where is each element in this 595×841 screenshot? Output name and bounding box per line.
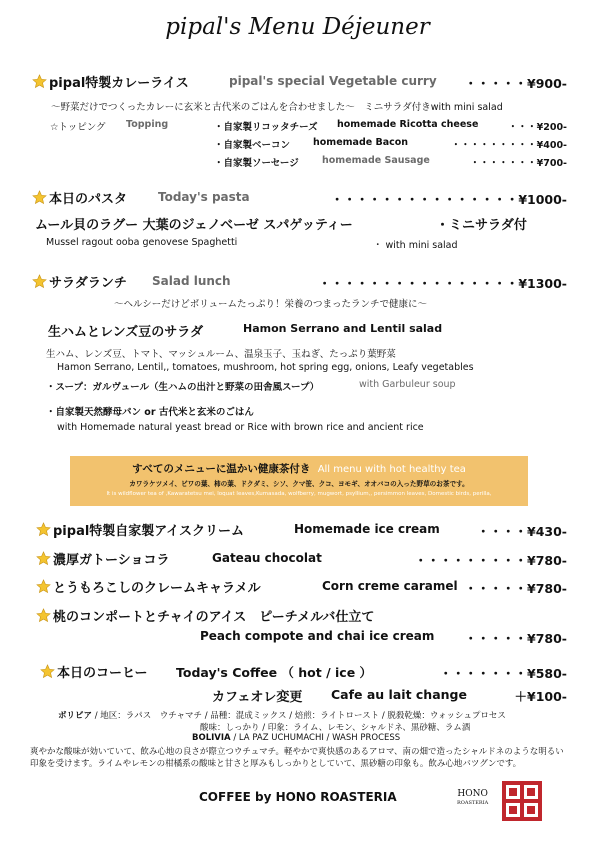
coffee-price: ・・・・・・・¥580- — [439, 666, 567, 681]
dessert-2-heading — [36, 549, 169, 568]
star-icon — [32, 74, 47, 89]
coffee-details-jp: / 地区：ラパス ウチャマチ / 品種：混成ミックス / 焙煎：ライトロースト / 脱殺乾燥：ウォッシュプロセス — [94, 711, 506, 721]
topping-2-en: homemade Bacon — [313, 137, 409, 148]
dessert-4-price: ・・・・・¥780- — [464, 631, 567, 646]
coffee-heading — [40, 662, 147, 681]
topping-1-jp: ・自家製リコッタチーズ — [214, 122, 318, 133]
dessert-1-en: Homemade ice cream — [294, 522, 440, 536]
salad-bread-en: with Homemade natural yeast bread or Rice with brown rice and ancient rice — [57, 422, 424, 433]
logo-line-1: HONO — [457, 789, 488, 799]
coffee-origin-en: BOLIVIA — [192, 733, 231, 743]
curry-name-en: pipal's special Vegetable curry — [229, 74, 437, 88]
star-icon — [32, 190, 47, 205]
salad-dish-en: Hamon Serrano and Lentil salad — [243, 322, 443, 335]
curry-price: ・・・・・¥900- — [464, 76, 567, 91]
curry-name-jp: pipal特製カレーライス — [49, 76, 189, 91]
dessert-2-jp: 濃厚ガトーショコラ — [53, 553, 170, 568]
salad-soup-en: with Garbuleur soup — [359, 379, 456, 390]
coffee-details-en: / LA PAZ UCHUMACHI / WASH PROCESS — [233, 733, 401, 743]
dessert-4-en: Peach compote and chai ice cream — [200, 629, 435, 643]
dessert-3-jp: とうもろこしのクレームキャラメル — [53, 581, 261, 596]
topping-1-price: ・・・¥200- — [508, 122, 567, 133]
logo-line-2: ROASTERIA — [457, 800, 489, 806]
dessert-1-heading — [36, 520, 244, 539]
dessert-3-heading — [36, 577, 261, 596]
notice-jp: すべてのメニューに温かい健康茶付き — [132, 463, 311, 475]
healthy-tea-notice — [70, 456, 528, 506]
dessert-3-en: Corn creme caramel — [322, 579, 458, 593]
notice-heading — [70, 461, 528, 476]
topping-2-price: ・・・・・・・・・¥400- — [451, 140, 567, 151]
topping-3-price: ・・・・・・・¥700- — [470, 158, 567, 169]
salad-heading — [32, 272, 127, 291]
dessert-1-jp: pipal特製自家製アイスクリーム — [53, 524, 244, 539]
salad-ingredients-en: Hamon Serrano, Lentil,, tomatoes, mushroom, hot spring egg, onions, Leafy vegetables — [57, 362, 474, 373]
coffee-name-jp: 本日のコーヒー — [57, 666, 148, 681]
hono-roasteria-logo — [502, 781, 542, 821]
pasta-dish-en: Mussel ragout ooba genovese Spaghetti — [46, 237, 238, 248]
pasta-salad-jp: ・ミニサラダ付 — [436, 218, 527, 233]
page-title: pipal's Menu Déjeuner — [165, 14, 430, 40]
pasta-name-en: Today's pasta — [158, 190, 250, 204]
coffee-info-1 — [58, 709, 506, 721]
topping-label-jp: ☆トッピング — [50, 122, 106, 133]
coffee-description: 爽やかな酸味が効いていて、飲み心地の良さが際立つウチュマチ。軽やかで爽快感のあるアロマ、南の畑で造ったシャルドネのような明るい印象を受けます。ライムやレモンの柑橘系の酸味と甘さと厚みもしっかりとしていて、黒砂糖の印象も。飲み心地バツグンです。 — [30, 747, 564, 769]
dessert-2-en: Gateau chocolat — [212, 551, 322, 565]
topping-label-en: Topping — [126, 119, 169, 130]
topping-3-jp: ・自家製ソーセージ — [214, 158, 299, 169]
notice-en: All menu with hot healthy tea — [317, 464, 466, 475]
salad-price: ・・・・・・・・・・・・・・・・¥1300- — [318, 276, 567, 291]
star-icon — [36, 579, 51, 594]
pasta-dish-jp: ムール貝のラグー 大葉のジェノベーゼ スパゲッティー — [35, 218, 353, 233]
notice-ingredients-jp: カワラケツメイ、ビワの葉、柿の葉、ドクダミ、シソ、クマ笹、クコ、ヨモギ、オオバコの入った野草のお茶です。 — [129, 480, 469, 488]
coffee-change-price: ＋¥100- — [514, 689, 567, 704]
dessert-2-price: ・・・・・・・・・¥780- — [414, 553, 567, 568]
salad-ingredients-jp: 生ハム、レンズ豆、トマト、マッシュルーム、温泉玉子、玉ねぎ、たっぷり葉野菜 — [46, 349, 396, 360]
pasta-price: ・・・・・・・・・・・・・・・¥1000- — [330, 192, 567, 207]
salad-soup-jp: ・スープ：ガルヴュール（生ハムの出汁と野菜の田舎風スープ） — [46, 382, 320, 393]
coffee-change-jp: カフェオレ変更 — [212, 690, 303, 705]
dessert-3-price: ・・・・・¥780- — [464, 581, 567, 596]
salad-bread-jp: ・自家製天然酵母パン or 古代米と玄米のごはん — [46, 407, 254, 418]
dessert-1-price: ・・・・¥430- — [477, 524, 567, 539]
pasta-heading — [32, 188, 127, 207]
curry-heading — [32, 72, 189, 91]
coffee-info-3 — [192, 733, 400, 743]
dessert-4-jp: 桃のコンポートとチャイのアイス ピーチメルバ仕立て — [53, 610, 375, 625]
coffee-name-en: Today's Coffee （ hot / ice ） — [176, 665, 373, 680]
pasta-salad-en: ・ with mini salad — [373, 240, 458, 251]
star-icon — [40, 664, 55, 679]
topping-1-en: homemade Ricotta cheese — [337, 119, 479, 130]
coffee-origin-jp: ボリビア — [58, 711, 93, 721]
curry-description: 〜野菜だけでつくったカレーに玄米と古代米のごはんを合わせました〜 ミニサラダ付きwith mini salad — [51, 102, 503, 113]
notice-ingredients-en: It is wildflower tea of ,Kawaratetsu mei, loquat leaves,Kumasada, wolfberry, mugwort, psyllium,, persimmon leaves, Domestic birds, perilla, — [106, 491, 492, 497]
coffee-footer: COFFEE by HONO ROASTERIA — [199, 790, 397, 804]
dessert-4-heading — [36, 606, 374, 625]
pasta-name-jp: 本日のパスタ — [49, 192, 128, 207]
salad-name-en: Salad lunch — [152, 274, 231, 288]
coffee-change-en: Cafe au lait change — [331, 687, 467, 702]
topping-3-en: homemade Sausage — [322, 155, 430, 166]
star-icon — [36, 522, 51, 537]
coffee-info-2: 酸味：しっかり / 印象：ライム、レモン、シャルドネ、黒砂糖、ラム酒 — [200, 723, 471, 733]
star-icon — [32, 274, 47, 289]
topping-2-jp: ・自家製ベーコン — [214, 140, 291, 151]
star-icon — [36, 551, 51, 566]
star-icon — [36, 608, 51, 623]
salad-dish-jp: 生ハムとレンズ豆のサラダ — [48, 325, 204, 340]
salad-tagline: 〜ヘルシーだけどボリュームたっぷり！栄養のつまったランチで健康に〜 — [114, 299, 427, 310]
logo-text — [457, 790, 488, 808]
salad-name-jp: サラダランチ — [49, 276, 127, 291]
